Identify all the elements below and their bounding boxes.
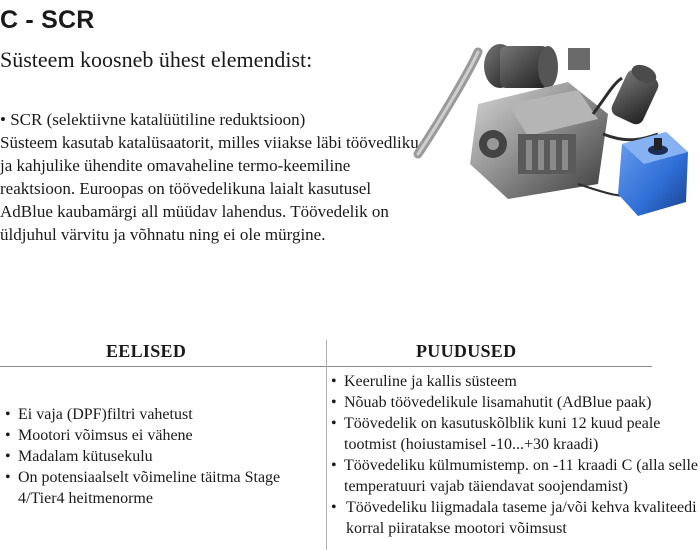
table-column-divider [326, 340, 327, 550]
list-item: • Töövedelik on kasutuskõlblik kuni 12 kuud peale tootmist (hoiustamisel -10...+30 kraadi) [330, 413, 700, 455]
intro-section [0, 108, 420, 246]
advantages-list [4, 404, 304, 509]
page-title: C - SCR [0, 6, 95, 34]
list-item: • Töövedeliku külmumistemp. on -11 kraadi C (alla selle temperatuuri vajab täiendavat soojendamist) [330, 455, 700, 497]
list-item: • Keeruline ja kallis süsteem [330, 371, 700, 392]
intro-paragraph: Süsteem kasutab katalüsaatorit, milles viiakse läbi töövedliku ja kahjulike ühendite omavaheline termo-keemiline reaktsioon. Euroopas on töövedelikuna laialt kasutusel AdBlue kaubamärgi all müüdav lahendus. Töövedelik on üldjuhul värvitu ja võhnatu ning ei ole mürgine. [0, 133, 419, 244]
list-item: • On potensiaalselt võimeline täitma Stage 4/Tier4 heitmenorme [4, 467, 304, 509]
disadvantages-header: PUUDUSED [416, 341, 517, 361]
list-item: • Mootori võimsus ei vähene [4, 425, 304, 446]
list-item: • Nõuab töövedelikule lisamahutit (AdBlue paak) [330, 392, 700, 413]
disadvantages-list [330, 371, 700, 539]
list-item: • Töövedeliku liigmadala taseme ja/või kehva kvaliteedi korral piiratakse mootori võimsust [330, 497, 700, 539]
intro-bullet: • SCR (selektiivne katalüütiline reduktsioon) [0, 110, 306, 129]
page-subtitle: Süsteem koosneb ühest elemendist: [0, 47, 313, 72]
advantages-header: EELISED [106, 341, 187, 361]
list-item: • Ei vaja (DPF)filtri vahetust [4, 404, 304, 425]
list-item: • Madalam kütusekulu [4, 446, 304, 467]
scr-engine-illustration [408, 34, 692, 224]
